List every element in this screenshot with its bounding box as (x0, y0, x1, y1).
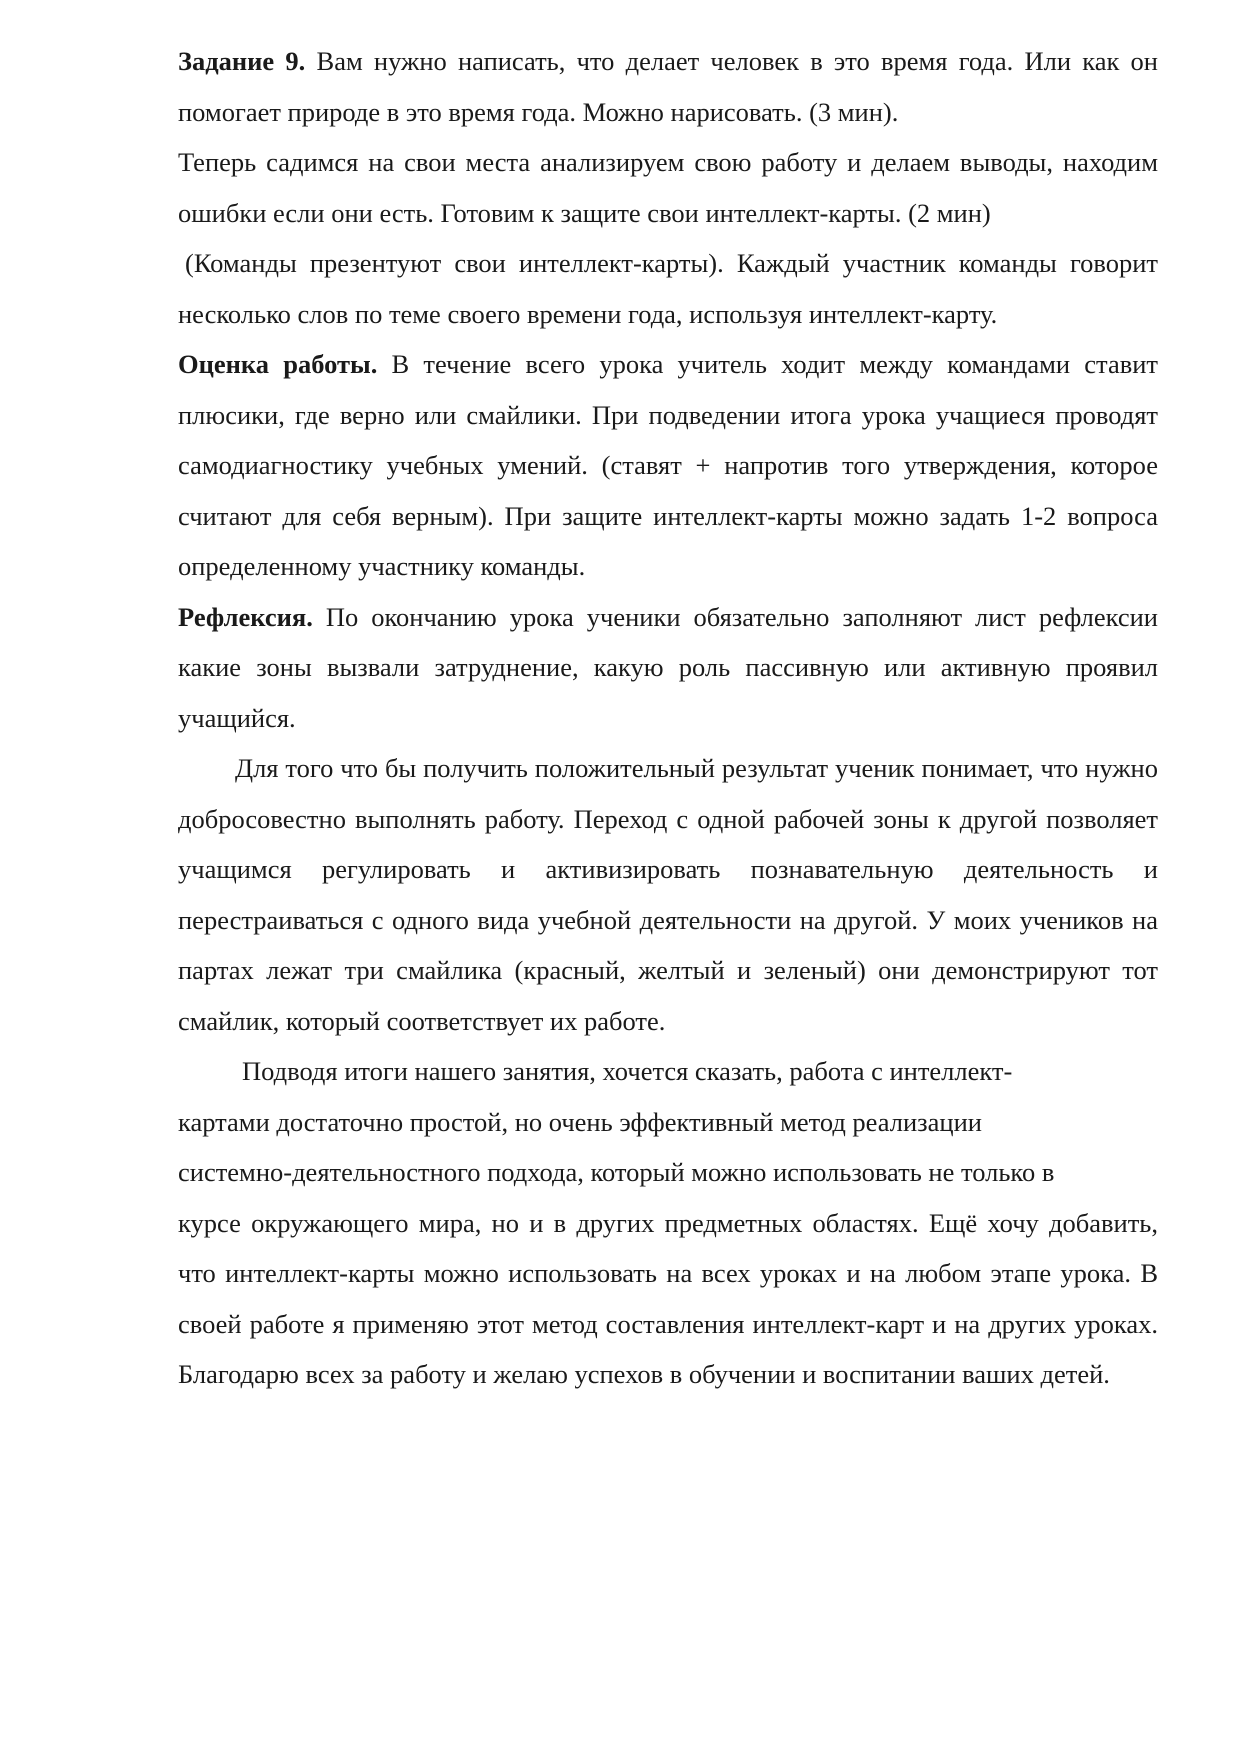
conclusion-text: курсе окружающего мира, но и в других предметных областях. Ещё хочу добавить, что интеллект-карты можно использовать на всех уроках и на любом этапе урока. В своей работе я применяю этот метод составления интеллект-карт и на других уроках. Благодарю всех за работу и желаю успехов в обучении и воспитании ваших детей. (178, 1207, 1158, 1389)
task-9-text: Вам нужно написать, что делает человек в это время года. Или как он помогает природе в это время года. Можно нарисовать. (3 мин). (178, 46, 1158, 127)
result-text: Для того что бы получить положительный результат ученик понимает, что нужно добросовестно выполнять работу. Переход с одной рабочей зоны к другой позволяет учащимся регулировать и активизировать познавательную деятельность и перестраиваться с одного вида учебной деятельности на другой. У моих учеников на партах лежат три смайлика (красный, желтый и зеленый) они демонстрируют тот смайлик, который соответствует их работе. (178, 753, 1158, 1036)
reflection-heading: Рефлексия. (178, 601, 313, 632)
evaluation-text: В течение всего урока учитель ходит между командами ставит плюсики, где верно или смайлики. При подведении итога урока учащиеся проводят самодиагностику учебных умений. (ставят + напротив того утверждения, которое считают для себя верным). При защите интеллект-карты можно задать 1-2 вопроса определенному участнику команды. (178, 349, 1159, 581)
conclusion-line-1: Подводя итоги нашего занятия, хочется сказать, работа с интеллект- (242, 1056, 1013, 1086)
task-9-heading: Задание 9. (178, 46, 306, 76)
evaluation-heading: Оценка работы. (178, 349, 378, 379)
paragraph-evaluation (178, 339, 1158, 592)
document-page (178, 36, 1158, 1400)
paragraph-teams (178, 238, 1158, 339)
paragraph-result (178, 743, 1158, 1046)
paragraph-conclusion (178, 1046, 1158, 1400)
reflection-text: По окончанию урока ученики обязательно заполняют лист рефлексии какие зоны вызвали затруднение, какую роль пассивную или активную проявил учащийся. (178, 601, 1158, 733)
paragraph-analyze (178, 137, 1158, 238)
teams-text: (Команды презентуют свои интеллект-карты). Каждый участник команды говорит несколько слов по теме своего времени года, используя интеллект-карту. (178, 248, 1158, 329)
conclusion-line-2: картами достаточно простой, но очень эффективный метод реализации (178, 1106, 982, 1137)
analyze-text: Теперь садимся на свои места анализируем свою работу и делаем выводы, находим ошибки если они есть. Готовим к защите свои интеллект-карты. (2 мин) (178, 147, 1158, 228)
paragraph-task-9 (178, 36, 1158, 137)
paragraph-reflection (178, 592, 1158, 744)
conclusion-rest (178, 1198, 1158, 1400)
conclusion-line-3: системно-деятельностного подхода, который можно использовать не только в (178, 1157, 1055, 1187)
